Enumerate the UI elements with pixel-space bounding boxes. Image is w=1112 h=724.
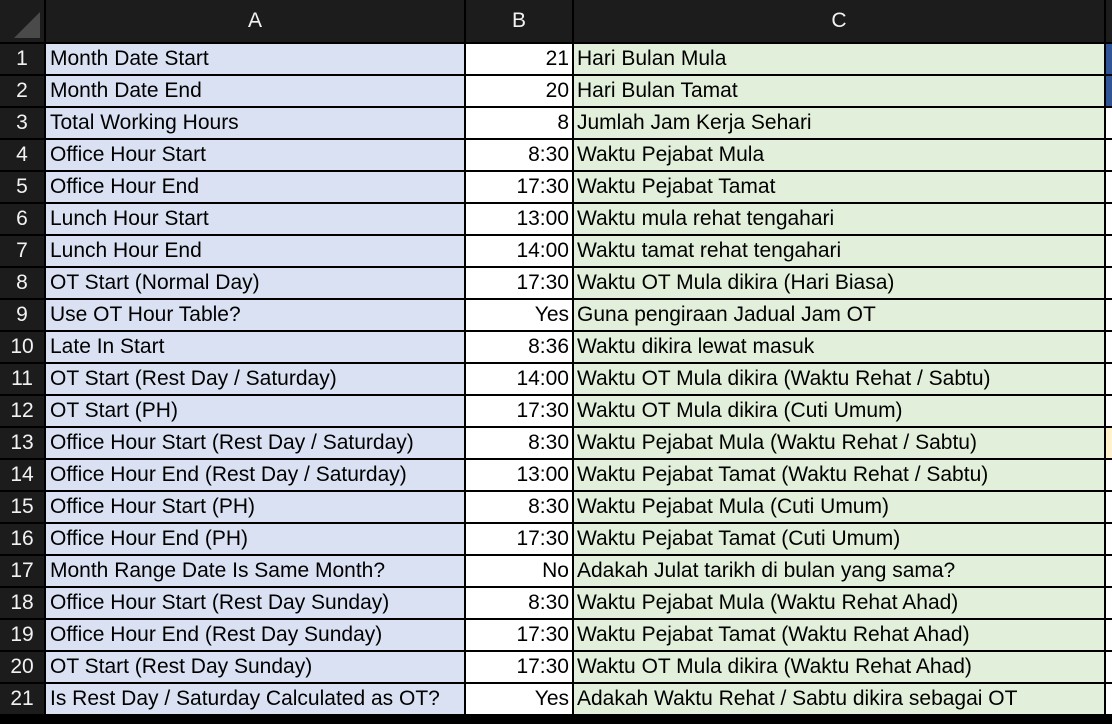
cell-setting-label[interactable]: Office Hour Start (Rest Day Sunday) <box>46 588 466 620</box>
column-header-d-partial[interactable] <box>1106 0 1112 44</box>
table-row <box>0 652 1112 684</box>
cell-setting-description[interactable]: Waktu tamat rehat tengahari <box>574 236 1106 268</box>
cell-setting-description[interactable]: Waktu Pejabat Mula (Waktu Rehat / Sabtu) <box>574 428 1106 460</box>
row-header[interactable]: 9 <box>0 300 46 332</box>
cell-setting-description[interactable]: Waktu OT Mula dikira (Hari Biasa) <box>574 268 1106 300</box>
table-row <box>0 460 1112 492</box>
row-header[interactable]: 6 <box>0 204 46 236</box>
cell-setting-label[interactable]: Total Working Hours <box>46 108 466 140</box>
cell-setting-value[interactable]: No <box>466 556 574 588</box>
cell-setting-label[interactable]: Office Hour End <box>46 172 466 204</box>
cell-setting-label[interactable]: Office Hour End (PH) <box>46 524 466 556</box>
cell-setting-description[interactable]: Waktu OT Mula dikira (Cuti Umum) <box>574 396 1106 428</box>
cell-setting-value[interactable]: 8:30 <box>466 140 574 172</box>
cell-column-d-partial[interactable] <box>1106 652 1112 684</box>
cell-setting-value[interactable]: Yes <box>466 684 574 716</box>
cell-setting-description[interactable]: Jumlah Jam Kerja Sehari <box>574 108 1106 140</box>
table-row <box>0 204 1112 236</box>
cell-setting-value[interactable]: 17:30 <box>466 524 574 556</box>
cell-column-d-partial[interactable] <box>1106 684 1112 716</box>
cell-setting-description[interactable]: Waktu Pejabat Tamat (Waktu Rehat / Sabtu) <box>574 460 1106 492</box>
table-row <box>0 76 1112 108</box>
cell-setting-label[interactable]: OT Start (Rest Day Sunday) <box>46 652 466 684</box>
row-header[interactable]: 8 <box>0 268 46 300</box>
row-header[interactable]: 21 <box>0 684 46 716</box>
cell-setting-description[interactable]: Hari Bulan Mula <box>574 44 1106 76</box>
cell-setting-value[interactable]: 20 <box>466 76 574 108</box>
cell-column-d-partial[interactable] <box>1106 172 1112 204</box>
cell-setting-description[interactable]: Waktu Pejabat Tamat <box>574 172 1106 204</box>
cell-column-d-partial[interactable] <box>1106 620 1112 652</box>
row-header[interactable]: 13 <box>0 428 46 460</box>
cell-setting-description[interactable]: Waktu OT Mula dikira (Waktu Rehat / Sabtu) <box>574 364 1106 396</box>
cell-column-d-partial[interactable] <box>1106 364 1112 396</box>
cell-setting-value[interactable]: 17:30 <box>466 620 574 652</box>
row-header[interactable]: 10 <box>0 332 46 364</box>
cell-setting-description[interactable]: Adakah Waktu Rehat / Sabtu dikira sebagai OT <box>574 684 1106 716</box>
select-all-corner[interactable] <box>0 0 46 44</box>
table-row <box>0 172 1112 204</box>
cell-setting-description[interactable]: Waktu Pejabat Tamat (Cuti Umum) <box>574 524 1106 556</box>
cell-setting-label[interactable]: Month Date End <box>46 76 466 108</box>
cell-setting-label[interactable]: Late In Start <box>46 332 466 364</box>
cell-setting-value[interactable]: 13:00 <box>466 460 574 492</box>
select-all-triangle-icon <box>14 12 40 38</box>
cell-column-d-partial[interactable] <box>1106 524 1112 556</box>
cell-setting-value[interactable]: 8:36 <box>466 332 574 364</box>
row-header[interactable]: 3 <box>0 108 46 140</box>
cell-setting-value[interactable]: 8:30 <box>466 492 574 524</box>
cell-column-d-partial[interactable] <box>1106 140 1112 172</box>
cell-setting-value[interactable]: 13:00 <box>466 204 574 236</box>
cell-setting-value[interactable]: 14:00 <box>466 364 574 396</box>
cell-setting-value[interactable]: 17:30 <box>466 172 574 204</box>
cell-setting-value[interactable]: 17:30 <box>466 396 574 428</box>
cell-setting-label[interactable]: Office Hour Start (Rest Day / Saturday) <box>46 428 466 460</box>
cell-column-d-partial[interactable] <box>1106 428 1112 460</box>
cell-setting-value[interactable]: Yes <box>466 300 574 332</box>
cell-setting-description[interactable]: Guna pengiraan Jadual Jam OT <box>574 300 1106 332</box>
row-header[interactable]: 1 <box>0 44 46 76</box>
row-header[interactable]: 7 <box>0 236 46 268</box>
cell-column-d-partial[interactable] <box>1106 44 1112 76</box>
table-row <box>0 300 1112 332</box>
row-header[interactable]: 19 <box>0 620 46 652</box>
table-row <box>0 588 1112 620</box>
table-row <box>0 396 1112 428</box>
cell-setting-description[interactable]: Waktu Pejabat Tamat (Waktu Rehat Ahad) <box>574 620 1106 652</box>
row-header[interactable]: 20 <box>0 652 46 684</box>
cell-setting-value[interactable]: 14:00 <box>466 236 574 268</box>
cell-setting-description[interactable]: Adakah Julat tarikh di bulan yang sama? <box>574 556 1106 588</box>
cell-setting-label[interactable]: OT Start (Normal Day) <box>46 268 466 300</box>
row-header[interactable]: 16 <box>0 524 46 556</box>
table-row <box>0 556 1112 588</box>
cell-column-d-partial[interactable] <box>1106 268 1112 300</box>
cell-column-d-partial[interactable] <box>1106 236 1112 268</box>
table-row <box>0 140 1112 172</box>
table-row <box>0 524 1112 556</box>
row-header[interactable]: 12 <box>0 396 46 428</box>
cell-setting-value[interactable]: 17:30 <box>466 268 574 300</box>
table-row <box>0 364 1112 396</box>
table-row <box>0 268 1112 300</box>
cell-setting-label[interactable]: Month Range Date Is Same Month? <box>46 556 466 588</box>
cell-setting-label[interactable]: Lunch Hour End <box>46 236 466 268</box>
cell-setting-label[interactable]: Use OT Hour Table? <box>46 300 466 332</box>
cell-column-d-partial[interactable] <box>1106 204 1112 236</box>
cell-column-d-partial[interactable] <box>1106 588 1112 620</box>
cell-column-d-partial[interactable] <box>1106 300 1112 332</box>
cell-setting-value[interactable]: 8 <box>466 108 574 140</box>
cell-setting-label[interactable]: Office Hour Start (PH) <box>46 492 466 524</box>
cell-setting-label[interactable]: OT Start (PH) <box>46 396 466 428</box>
cell-column-d-partial[interactable] <box>1106 460 1112 492</box>
table-row <box>0 236 1112 268</box>
column-header-b[interactable]: B <box>466 0 574 44</box>
cell-setting-value[interactable]: 17:30 <box>466 652 574 684</box>
cell-setting-label[interactable]: OT Start (Rest Day / Saturday) <box>46 364 466 396</box>
cell-setting-value[interactable]: 21 <box>466 44 574 76</box>
cell-column-d-partial[interactable] <box>1106 76 1112 108</box>
cell-setting-label[interactable]: Office Hour End (Rest Day Sunday) <box>46 620 466 652</box>
row-header[interactable]: 18 <box>0 588 46 620</box>
cell-setting-description[interactable]: Waktu OT Mula dikira (Waktu Rehat Ahad) <box>574 652 1106 684</box>
table-row <box>0 428 1112 460</box>
cell-column-d-partial[interactable] <box>1106 556 1112 588</box>
cell-setting-description[interactable]: Waktu Pejabat Mula (Waktu Rehat Ahad) <box>574 588 1106 620</box>
row-header[interactable]: 14 <box>0 460 46 492</box>
table-row <box>0 684 1112 716</box>
cell-setting-description[interactable]: Waktu mula rehat tengahari <box>574 204 1106 236</box>
row-header[interactable]: 4 <box>0 140 46 172</box>
table-row <box>0 620 1112 652</box>
row-header[interactable]: 11 <box>0 364 46 396</box>
column-header-a[interactable]: A <box>46 0 466 44</box>
cell-setting-label[interactable]: Office Hour End (Rest Day / Saturday) <box>46 460 466 492</box>
table-row <box>0 492 1112 524</box>
cell-setting-description[interactable]: Hari Bulan Tamat <box>574 76 1106 108</box>
cell-setting-label[interactable]: Is Rest Day / Saturday Calculated as OT? <box>46 684 466 716</box>
cell-column-d-partial[interactable] <box>1106 492 1112 524</box>
cell-setting-description[interactable]: Waktu Pejabat Mula <box>574 140 1106 172</box>
row-header[interactable]: 17 <box>0 556 46 588</box>
column-header-c[interactable]: C <box>574 0 1106 44</box>
table-row <box>0 332 1112 364</box>
cell-setting-label[interactable]: Lunch Hour Start <box>46 204 466 236</box>
cell-setting-description[interactable]: Waktu dikira lewat masuk <box>574 332 1106 364</box>
cell-setting-description[interactable]: Waktu Pejabat Mula (Cuti Umum) <box>574 492 1106 524</box>
table-row <box>0 108 1112 140</box>
cell-column-d-partial[interactable] <box>1106 108 1112 140</box>
cell-column-d-partial[interactable] <box>1106 396 1112 428</box>
cell-setting-value[interactable]: 8:30 <box>466 428 574 460</box>
cell-setting-label[interactable]: Month Date Start <box>46 44 466 76</box>
row-header[interactable]: 5 <box>0 172 46 204</box>
table-row <box>0 44 1112 76</box>
row-header[interactable]: 15 <box>0 492 46 524</box>
cell-column-d-partial[interactable] <box>1106 332 1112 364</box>
row-header[interactable]: 2 <box>0 76 46 108</box>
cell-setting-value[interactable]: 8:30 <box>466 588 574 620</box>
cell-setting-label[interactable]: Office Hour Start <box>46 140 466 172</box>
